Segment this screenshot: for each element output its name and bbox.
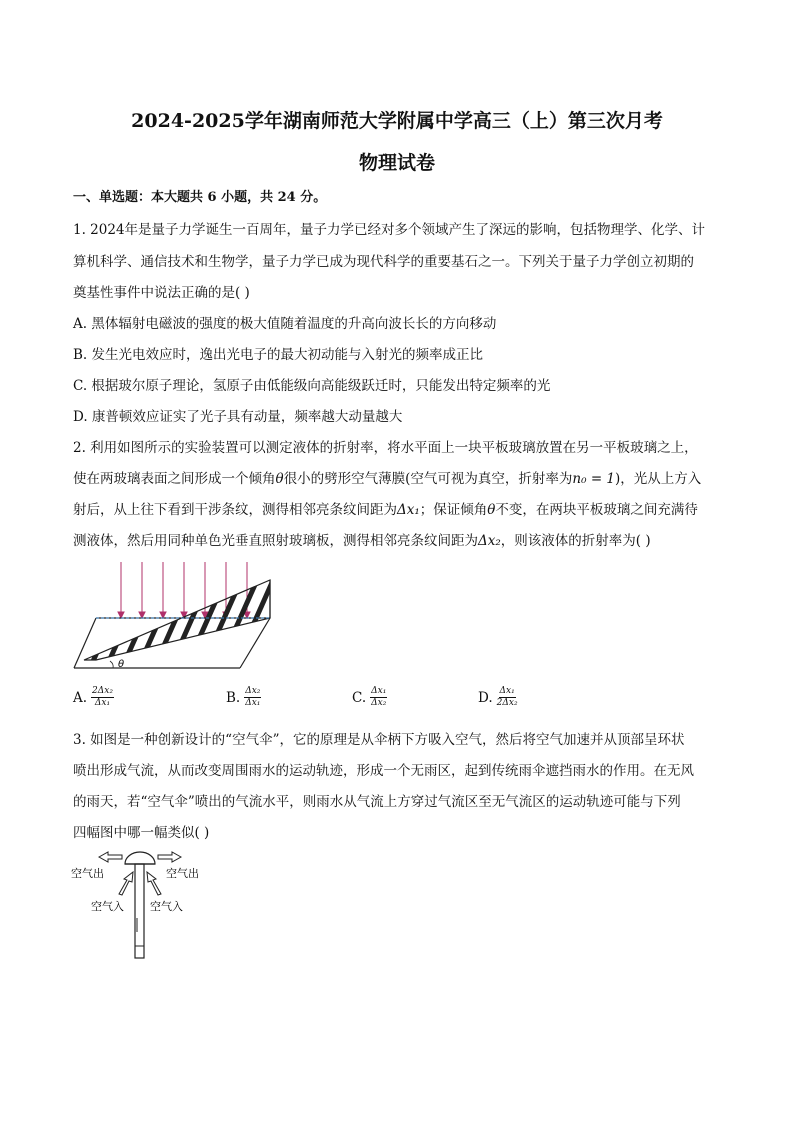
q2-line-3-c: 不变，在两块平板玻璃之间充满待 [495, 502, 698, 518]
label-air-out-right: 空气出 [166, 867, 199, 880]
numerator: Δx₁ [499, 686, 515, 696]
option-fraction [91, 686, 114, 709]
section-heading: 一、单选题：本大题共 6 小题，共 24 分。 [73, 190, 327, 205]
air-umbrella-figure [66, 846, 216, 964]
umbrella-handle [135, 864, 144, 958]
label-air-in-right: 空气入 [150, 900, 183, 913]
q3-line-4: 四幅图中哪一幅类似( ) [73, 825, 210, 841]
theta-symbol: θ [275, 471, 284, 487]
air-out-left-arrow [99, 852, 122, 862]
q3-line-2: 喷出形成气流，从而改变周围雨水的运动轨迹，形成一个无雨区，起到传统雨伞遮挡雨水的作用。在无风 [73, 763, 694, 779]
q1-option-a: A. 黑体辐射电磁波的强度的极大值随着温度的升高向波长长的方向移动 [73, 316, 497, 332]
q3-line-1: 3. 如图是一种创新设计的“空气伞”，它的原理是从伞柄下方吸入空气，然后将空气加速并从顶部呈环状 [73, 732, 685, 748]
q2-line-2-c: )，光从上方入 [615, 471, 702, 487]
option-fraction [370, 686, 387, 709]
q2-line-3-b: ；保证倾角 [419, 502, 488, 518]
q2-option-c [352, 686, 387, 709]
q2-line-4-a: 测液体，然后用同种单色光垂直照射玻璃板，测得相邻亮条纹间距为 [73, 533, 478, 549]
air-out-right-arrow [158, 852, 181, 862]
air-in-right-arrow [147, 872, 161, 895]
denominator: Δx₂ [371, 698, 387, 708]
q2-line-4-b: ，则该液体的折射率为( ) [500, 533, 651, 549]
option-letter: D. [478, 689, 493, 706]
q2-line-4 [73, 529, 723, 549]
exam-title: 2024-2025学年湖南师范大学附属中学高三（上）第三次月考 [131, 110, 663, 132]
wedge-film-figure [70, 558, 280, 672]
denominator: Δx₁ [94, 698, 111, 708]
option-letter: C. [352, 689, 367, 706]
air-in-left-arrow [119, 872, 133, 895]
q2-option-d [478, 686, 518, 709]
q1-line-2: 算机科学、通信技术和生物学，量子力学已成为现代科学的重要基石之一。下列关于量子力学创立初期的 [73, 254, 694, 270]
dx2-symbol: Δx₂ [478, 533, 501, 549]
label-air-in-left: 空气入 [91, 900, 124, 913]
denominator: 2Δx₂ [496, 698, 518, 708]
angle-arc [110, 661, 113, 668]
q3-line-3: 的雨天，若“空气伞”喷出的气流水平，则雨水从气流上方穿过气流区至无气流区的运动轨迹可能与下列 [73, 794, 681, 810]
dx1-symbol: Δx₁ [397, 502, 420, 518]
numerator: Δx₁ [371, 686, 387, 696]
q2-option-b [226, 686, 261, 709]
q2-line-3-a: 射后，从上往下看到干涉条纹，测得相邻亮条纹间距为 [73, 502, 397, 518]
numerator: 2Δx₂ [92, 686, 113, 696]
denominator: Δx₁ [245, 698, 261, 708]
q1-option-d: D. 康普顿效应证实了光子具有动量，频率越大动量越大 [73, 409, 403, 425]
q2-line-2-b: 很小的劈形空气薄膜(空气可视为真空，折射率为 [283, 471, 573, 487]
exam-subtitle: 物理试卷 [358, 152, 435, 174]
option-letter: A. [73, 689, 88, 706]
q2-line-3 [73, 498, 723, 518]
q2-line-2-a: 使在两玻璃表面之间形成一个倾角 [73, 471, 276, 487]
option-fraction [244, 686, 261, 709]
q1-option-b: B. 发生光电效应时，逸出光电子的最大初动能与入射光的频率成正比 [73, 347, 484, 363]
option-letter: B. [226, 689, 241, 706]
theta-symbol-2: θ [487, 502, 496, 518]
q1-line-1: 1. 2024年是量子力学诞生一百周年，量子力学已经对多个领域产生了深远的影响，包括物理学、化学、计 [73, 222, 706, 238]
option-fraction [497, 686, 518, 709]
q2-line-1: 2. 利用如图所示的实验装置可以测定液体的折射率，将水平面上一块平板玻璃放置在另一平板玻璃之上， [73, 440, 698, 456]
umbrella-head [125, 852, 155, 864]
q1-line-3: 奠基性事件中说法正确的是( ) [73, 285, 250, 301]
q2-line-2 [73, 467, 723, 487]
angle-label: θ [118, 659, 125, 670]
numerator: Δx₂ [245, 686, 261, 696]
label-air-out-left: 空气出 [71, 867, 104, 880]
n0-expression: n₀ = 1 [572, 471, 616, 487]
q2-option-a [73, 686, 114, 709]
q1-option-c: C. 根据玻尔原子理论，氢原子由低能级向高能级跃迁时，只能发出特定频率的光 [73, 378, 551, 394]
